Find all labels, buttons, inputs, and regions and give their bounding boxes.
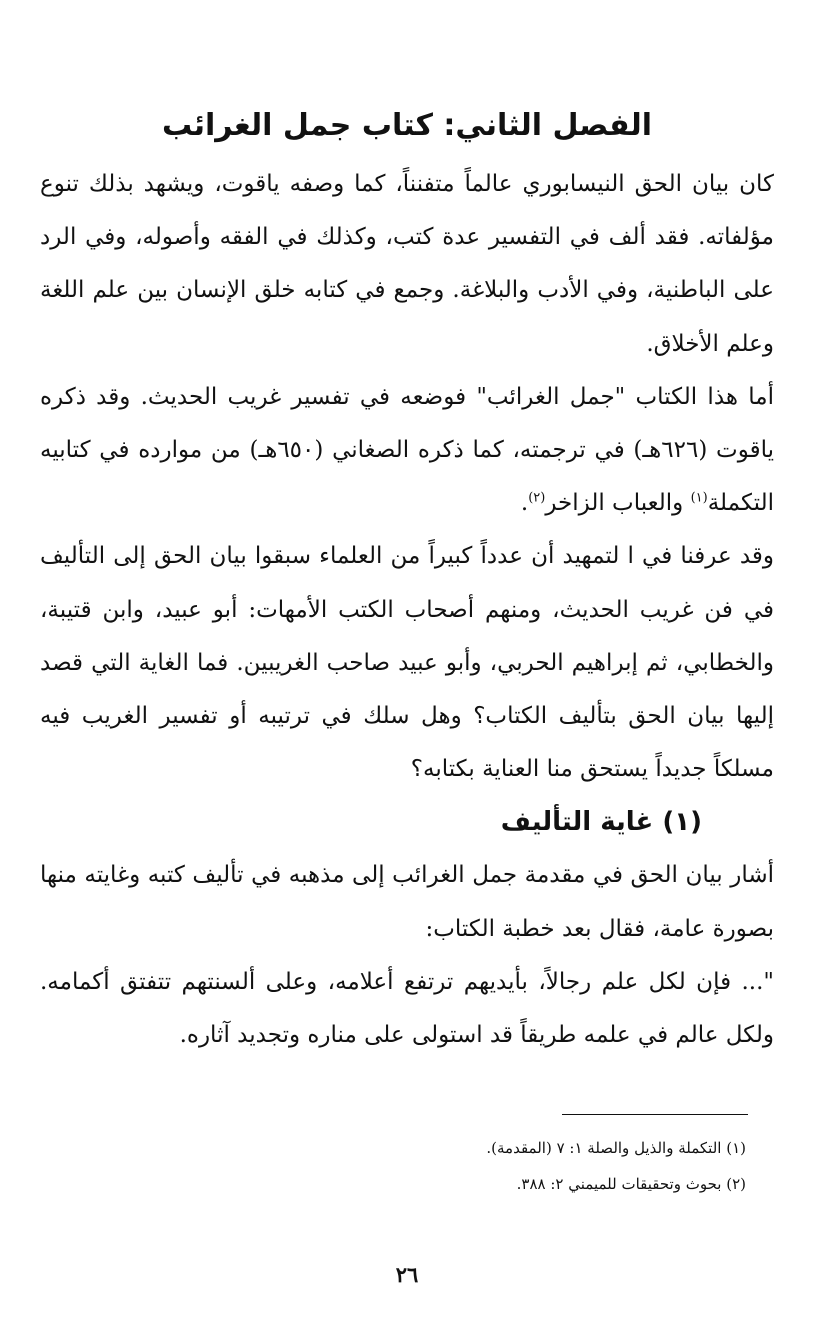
footnote-2: (٢) بحوث وتحقيقات للميمني ٢: ٣٨٨. <box>516 1175 746 1193</box>
paragraph-2-text-cont: والعباب الزاخر <box>545 490 691 517</box>
page-number: ٢٦ <box>395 1262 419 1287</box>
section-heading: (١) غاية التأليف <box>500 807 702 838</box>
footnote-1: (١) التكملة والذيل والصلة ١: ٧ (المقدمة). <box>486 1139 746 1157</box>
chapter-title: الفصل الثاني: كتاب جمل الغرائب <box>162 108 652 143</box>
paragraph-2 <box>40 371 774 531</box>
paragraph-2-text: أما هذا الكتاب "جمل الغرائب" فوضعه في تفسير غريب الحديث. وقد ذكره ياقوت (٦٢٦هـ) في ترجمته، كما ذكره الصغاني (٦٥٠هـ) من موارده في كتابيه التكملة <box>40 383 774 517</box>
paragraph-1: كان بيان الحق النيسابوري عالماً متفنناً، كما وصفه ياقوت، ويشهد بذلك تنوع مؤلفاته. فقد ألف في التفسير عدة كتب، وكذلك في الفقه وأصوله، وفي الرد على الباطنية، وفي الأدب والبلاغة. وجمع في كتابه خلق الإنسان بين علم اللغة وعلم الأخلاق. <box>40 171 774 357</box>
footnote-divider <box>562 1114 748 1115</box>
paragraph-5-quote: "... فإن لكل علم رجالاً، بأيديهم ترتفع أعلامه، وعلى ألسنتهم تتفتق أكمامه. ولكل عالم في علمه طريقاً قد استولى على مناره وتجديد آثاره. <box>40 968 774 1049</box>
footnote-ref-1: (١) <box>690 490 708 506</box>
footnote-ref-2: (٢) <box>528 490 546 506</box>
footnotes <box>46 1130 746 1202</box>
paragraph-3: وقد عرفنا في ا لتمهيد أن عدداً كبيراً من العلماء سبقوا بيان الحق إلى التأليف في فن غريب الحديث، ومنهم أصحاب الكتب الأمهات: أبو عبيد، وابن قتيبة، والخطابي، ثم إبراهيم الحربي، وأبو عبيد صاحب الغريبين. فما الغاية التي قصد إليها بيان الحق بتأليف الكتاب؟ وهل سلك في ترتيبه أو تفسير الغريب فيه مسلكاً جديداً يستحق منا العناية بكتابه؟ <box>40 543 774 783</box>
body-text <box>40 158 774 1062</box>
paragraph-4: أشار بيان الحق في مقدمة جمل الغرائب إلى مذهبه في تأليف كتبه وغايته منها بصورة عامة، فقال بعد خطبة الكتاب: <box>40 862 774 942</box>
paragraph-2-end: . <box>520 490 529 517</box>
